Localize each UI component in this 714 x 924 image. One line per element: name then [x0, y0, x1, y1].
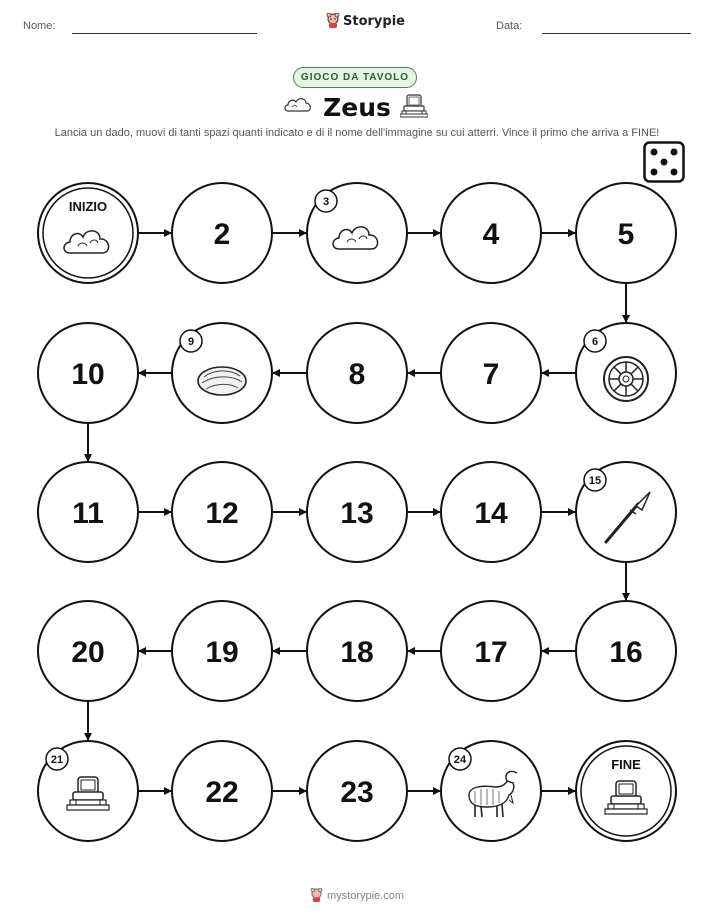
- board-space-8: [307, 323, 407, 423]
- board-space-5: [576, 183, 676, 283]
- space-number: 4: [482, 218, 500, 251]
- board-space-14: [441, 462, 541, 562]
- board-space-13: [307, 462, 407, 562]
- space-number: 8: [348, 358, 366, 391]
- date-label: Data:: [496, 20, 523, 32]
- space-number: 19: [205, 636, 239, 669]
- space-number: 14: [474, 497, 508, 530]
- space-number: 15: [588, 475, 602, 487]
- brand-name: Storypie: [343, 13, 405, 29]
- board-space-25: [576, 741, 676, 841]
- board-space-7: [441, 323, 541, 423]
- board-space-11: [38, 462, 138, 562]
- shield-icon: [604, 357, 648, 401]
- instructions: Lancia un dado, muovi di tanti spazi quanti indicato e di il nome dell'immagine su cui atterri. Vince il primo che arriva a FINE!: [54, 127, 660, 139]
- start-label: INIZIO: [68, 199, 108, 214]
- board-space-24: [441, 741, 541, 841]
- board-space-2: [172, 183, 272, 283]
- space-number: 17: [474, 636, 508, 669]
- space-number: 2: [213, 218, 231, 251]
- board-space-18: [307, 601, 407, 701]
- board-space-22: [172, 741, 272, 841]
- finish-label: FINE: [611, 757, 641, 772]
- board-space-17: [441, 601, 541, 701]
- footer: [310, 888, 404, 903]
- category-tag: GIOCO DA TAVOLO: [293, 67, 417, 88]
- space-number: 16: [609, 636, 643, 669]
- space-number: 24: [453, 754, 467, 766]
- space-number: 10: [71, 358, 105, 391]
- space-number: 9: [187, 336, 195, 348]
- board-space-15: [576, 462, 676, 562]
- space-number: 21: [50, 754, 64, 766]
- board-space-9: [172, 323, 272, 423]
- board-space-23: [307, 741, 407, 841]
- stone-icon: [198, 367, 246, 395]
- board-space-6: [576, 323, 676, 423]
- board-space-20: [38, 601, 138, 701]
- footer-url: mystorypie.com: [327, 889, 405, 902]
- board-space-21: [38, 741, 138, 841]
- space-number: 22: [205, 776, 239, 809]
- board-space-1: [38, 183, 138, 283]
- space-number: 3: [322, 196, 330, 208]
- storypie-mascot-icon: [310, 888, 323, 903]
- space-number: 13: [340, 497, 374, 530]
- name-label: Nome:: [23, 20, 56, 32]
- space-number: 6: [591, 336, 599, 348]
- board-space-16: [576, 601, 676, 701]
- page-title: Zeus: [323, 93, 391, 122]
- space-number: 11: [72, 497, 104, 530]
- board-space-12: [172, 462, 272, 562]
- board-space-10: [38, 323, 138, 423]
- space-number: 20: [71, 636, 105, 669]
- board-space-3: [307, 183, 407, 283]
- space-number: 18: [340, 636, 374, 669]
- space-number: 5: [617, 218, 635, 251]
- space-number: 23: [340, 776, 374, 809]
- space-number: 12: [205, 497, 239, 530]
- space-number: 7: [482, 358, 500, 391]
- board-space-4: [441, 183, 541, 283]
- board-space-19: [172, 601, 272, 701]
